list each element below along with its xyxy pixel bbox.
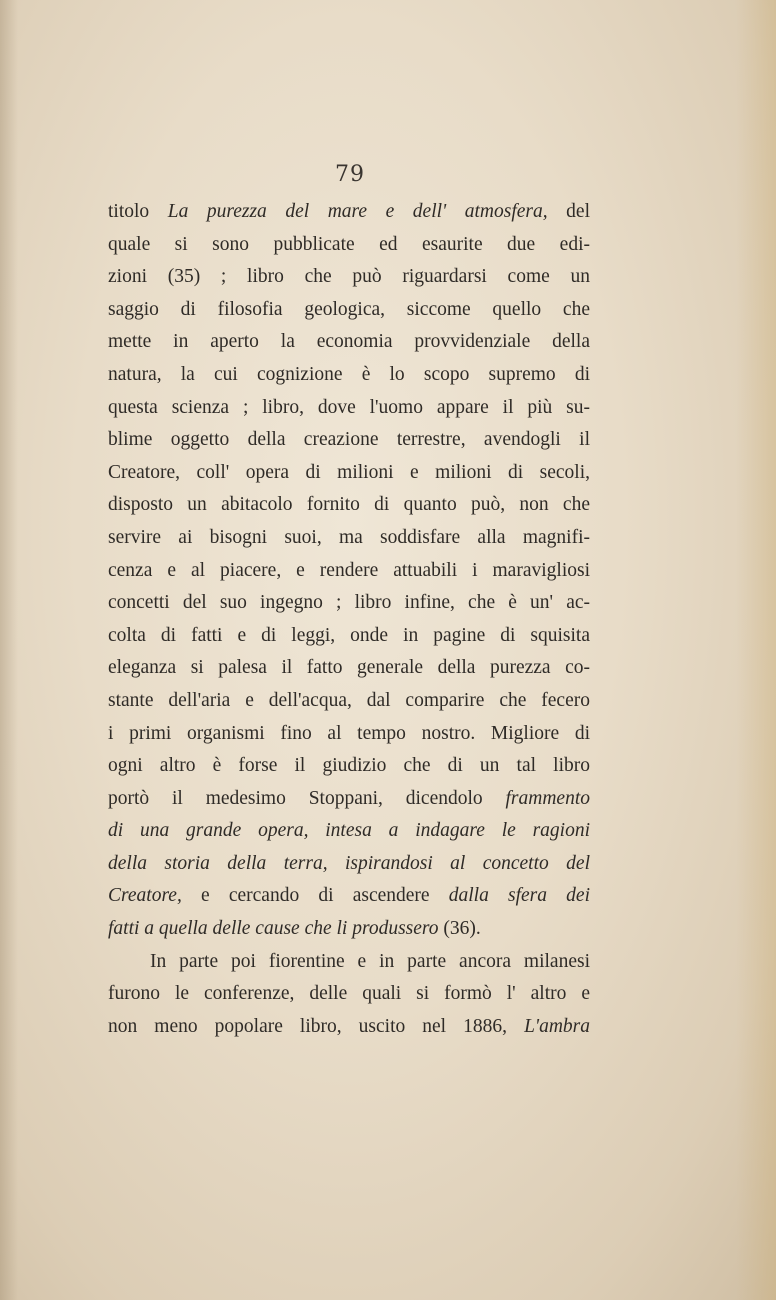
text-line	[108, 489, 590, 522]
text-span: stante dell'aria e dell'acqua, dal comparire che fecero	[108, 689, 590, 711]
text-span: disposto un abitacolo fornito di quanto può, non che	[108, 494, 590, 516]
text-line	[108, 326, 590, 359]
text-span: e cercando di ascendere	[181, 885, 449, 907]
text-span: cenza e al piacere, e rendere attuabili i maravigliosi	[108, 559, 590, 581]
text-line	[108, 913, 590, 946]
italic-text-span: frammento	[505, 787, 590, 809]
text-line	[108, 848, 590, 881]
text-span: natura, la cui cognizione è lo scopo supremo di	[108, 363, 590, 385]
text-span: del	[547, 201, 590, 222]
page-number: 79	[335, 162, 365, 187]
text-line	[108, 978, 590, 1011]
text-span: i primi organismi fino al tempo nostro. Migliore di	[108, 722, 590, 744]
text-span: colta di fatti e di leggi, onde in pagine di squisita	[108, 624, 590, 646]
text-span: titolo	[108, 201, 168, 222]
italic-text-span: dalla sfera dei	[448, 885, 590, 907]
italic-text-span: della storia della terra, ispirandosi al concetto del	[108, 852, 590, 874]
text-span: mette in aperto la economia provvidenziale della	[108, 331, 590, 353]
text-line	[108, 620, 590, 653]
text-line	[108, 457, 590, 490]
text-span: zioni (35) ; libro che può riguardarsi come un	[108, 266, 590, 288]
text-line	[108, 196, 590, 229]
italic-text-span: L'ambra	[524, 1015, 590, 1037]
text-span: non meno popolare libro, uscito nel 1886,	[108, 1015, 525, 1037]
text-line	[108, 783, 590, 816]
text-line	[108, 815, 590, 848]
text-line	[108, 229, 590, 262]
text-line	[108, 359, 590, 392]
text-span: (36).	[438, 918, 481, 940]
text-line	[108, 522, 590, 555]
text-span: ogni altro è forse il giudizio che di un tal libro	[108, 755, 590, 777]
text-line	[108, 685, 590, 718]
text-line	[108, 261, 590, 294]
text-line	[108, 946, 590, 979]
text-span: blime oggetto della creazione terrestre, avendogli il	[108, 429, 590, 451]
italic-text-span: fatti a quella delle cause che li produssero	[108, 918, 439, 940]
italic-text-span: Creatore,	[108, 885, 182, 907]
text-span: saggio di filosofia geologica, siccome quello che	[108, 298, 590, 320]
text-line	[108, 652, 590, 685]
text-line	[108, 555, 590, 588]
italic-text-span: di una grande opera, intesa a indagare le ragioni	[108, 820, 590, 842]
text-span: portò il medesimo Stoppani, dicendolo	[108, 787, 506, 809]
text-line	[108, 424, 590, 457]
text-span: eleganza si palesa il fatto generale della purezza co-	[108, 657, 590, 679]
text-line	[108, 718, 590, 751]
italic-text-span: La purezza del mare e dell' atmosfera,	[167, 201, 548, 222]
text-line	[108, 750, 590, 783]
text-line	[108, 392, 590, 425]
text-line	[108, 1011, 590, 1044]
text-span: concetti del suo ingegno ; libro infine, che è un' ac-	[108, 592, 590, 614]
text-line	[108, 880, 590, 913]
text-span: Creatore, coll' opera di milioni e milioni di secoli,	[108, 461, 590, 483]
text-span: quale si sono pubblicate ed esaurite due edi-	[108, 233, 590, 255]
text-span: In parte poi fiorentine e in parte ancora milanesi	[150, 950, 590, 972]
text-span: servire ai bisogni suoi, ma soddisfare alla magnifi-	[108, 526, 590, 548]
body-text	[108, 196, 590, 1043]
text-span: furono le conferenze, delle quali si formò l' altro e	[108, 983, 590, 1005]
text-line	[108, 294, 590, 327]
text-span: questa scienza ; libro, dove l'uomo appare il più su-	[108, 396, 590, 418]
text-line	[108, 587, 590, 620]
